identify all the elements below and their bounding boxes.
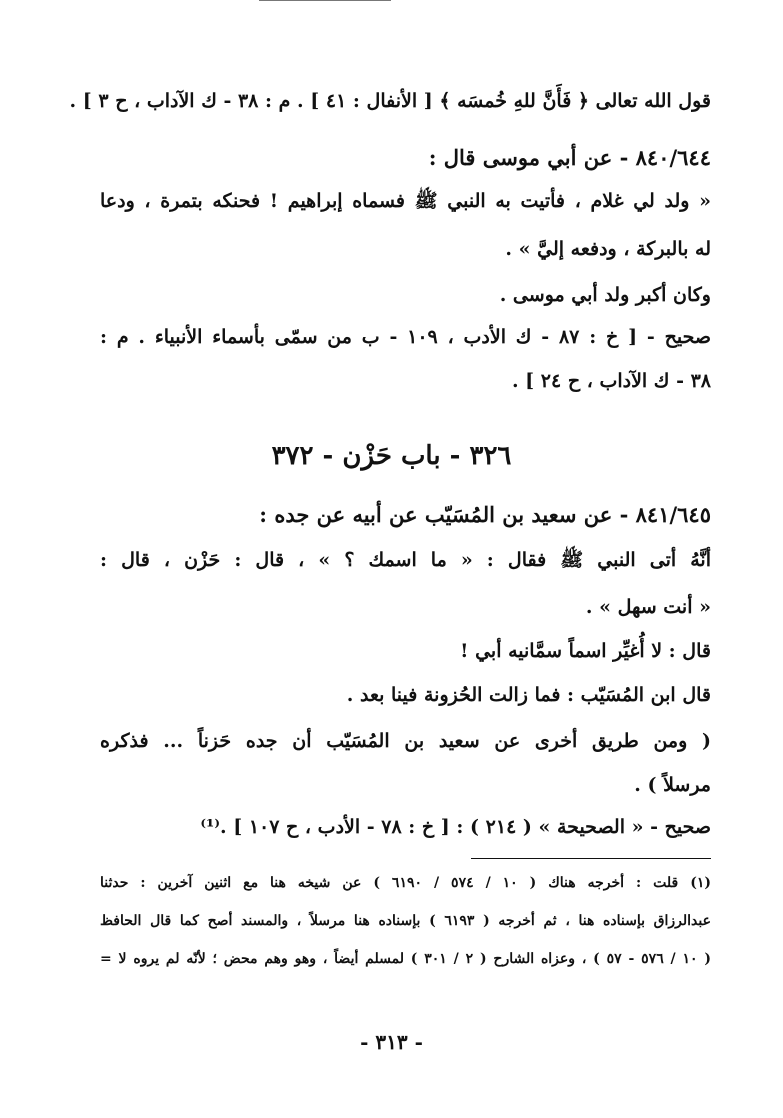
page-number: - ٣١٣ - — [360, 1030, 423, 1054]
text-line: مرسلاً ) . — [634, 774, 711, 796]
text-line: ( ومن طريق أخرى عن سعيد بن المُسَيّب أن جده حَزناً ... فذكره — [100, 730, 711, 752]
text-line: أنَّهُ أتى النبي ﷺ فقال : « ما اسمك ؟ » ، قال : حَزْن ، قال : — [100, 549, 711, 571]
text-line: « أنت سهل » . — [585, 596, 711, 618]
hadith-header: ٨٤١/٦٤٥ - عن سعيد بن المُسَيّب عن أبيه عن جده : — [259, 502, 711, 527]
grading-line: صحيح - « الصحيحة » ( ٢١٤ ) : [ خ : ٧٨ - الأدب ، ح ١٠٧ ] .⁽¹⁾ — [200, 816, 711, 838]
text-line: وكان أكبر ولد أبي موسى . — [499, 284, 711, 306]
text-line: « ولد لي غلام ، فأتيت به النبي ﷺ فسماه إبراهيم ! فحنكه بتمرة ، ودعا — [100, 190, 711, 212]
footnote-line: (١) قلت : أخرجه هناك ( ١٠ / ٥٧٤ / ٦١٩٠ ) عن شيخه هنا مع اثنين آخرين : حدثنا — [100, 875, 711, 891]
text-line: له بالبركة ، ودفعه إليَّ » . — [505, 238, 711, 260]
text-line: ٣٨ - ك الآداب ، ح ٢٤ ] . — [511, 370, 711, 392]
text-line: قال : لا أُغيِّر اسماً سمَّانيه أبي ! — [460, 640, 711, 662]
grading-line: صحيح - [ خ : ٨٧ - ك الأدب ، ١٠٩ - ب من سمّى بأسماء الأنبياء . م : — [100, 326, 711, 348]
text-line: قال ابن المُسَيّب : فما زالت الحُزونة فينا بعد . — [346, 684, 711, 706]
footnote-line: عبدالرزاق بإسناده هنا ، ثم أخرجه ( ٦١٩٣ ) بإسناده هنا مرسلاً ، والمسند أصح كما قال الحافظ — [100, 913, 711, 929]
hadith-header: ٨٤٠/٦٤٤ - عن أبي موسى قال : — [428, 145, 711, 170]
top-rule — [259, 0, 391, 1]
footnote-rule — [471, 858, 711, 859]
chapter-heading: ٣٢٦ - باب حَزْن - ٣٧٢ — [271, 441, 512, 471]
text-line: قول الله تعالى ﴿ فَأَنَّ للهِ خُمسَه ﴾ [ الأنفال : ٤١ ] . م : ٣٨ - ك الآداب ، ح ٣ ] . — [69, 90, 711, 112]
footnote-line: ( ١٠ / ٥٧٦ - ٥٧ ) ، وعزاه الشارح ( ٢ / ٣٠١ ) لمسلم أيضاً ، وهو وهم محض ؛ لأنّه لم يروه لا = — [100, 951, 711, 967]
